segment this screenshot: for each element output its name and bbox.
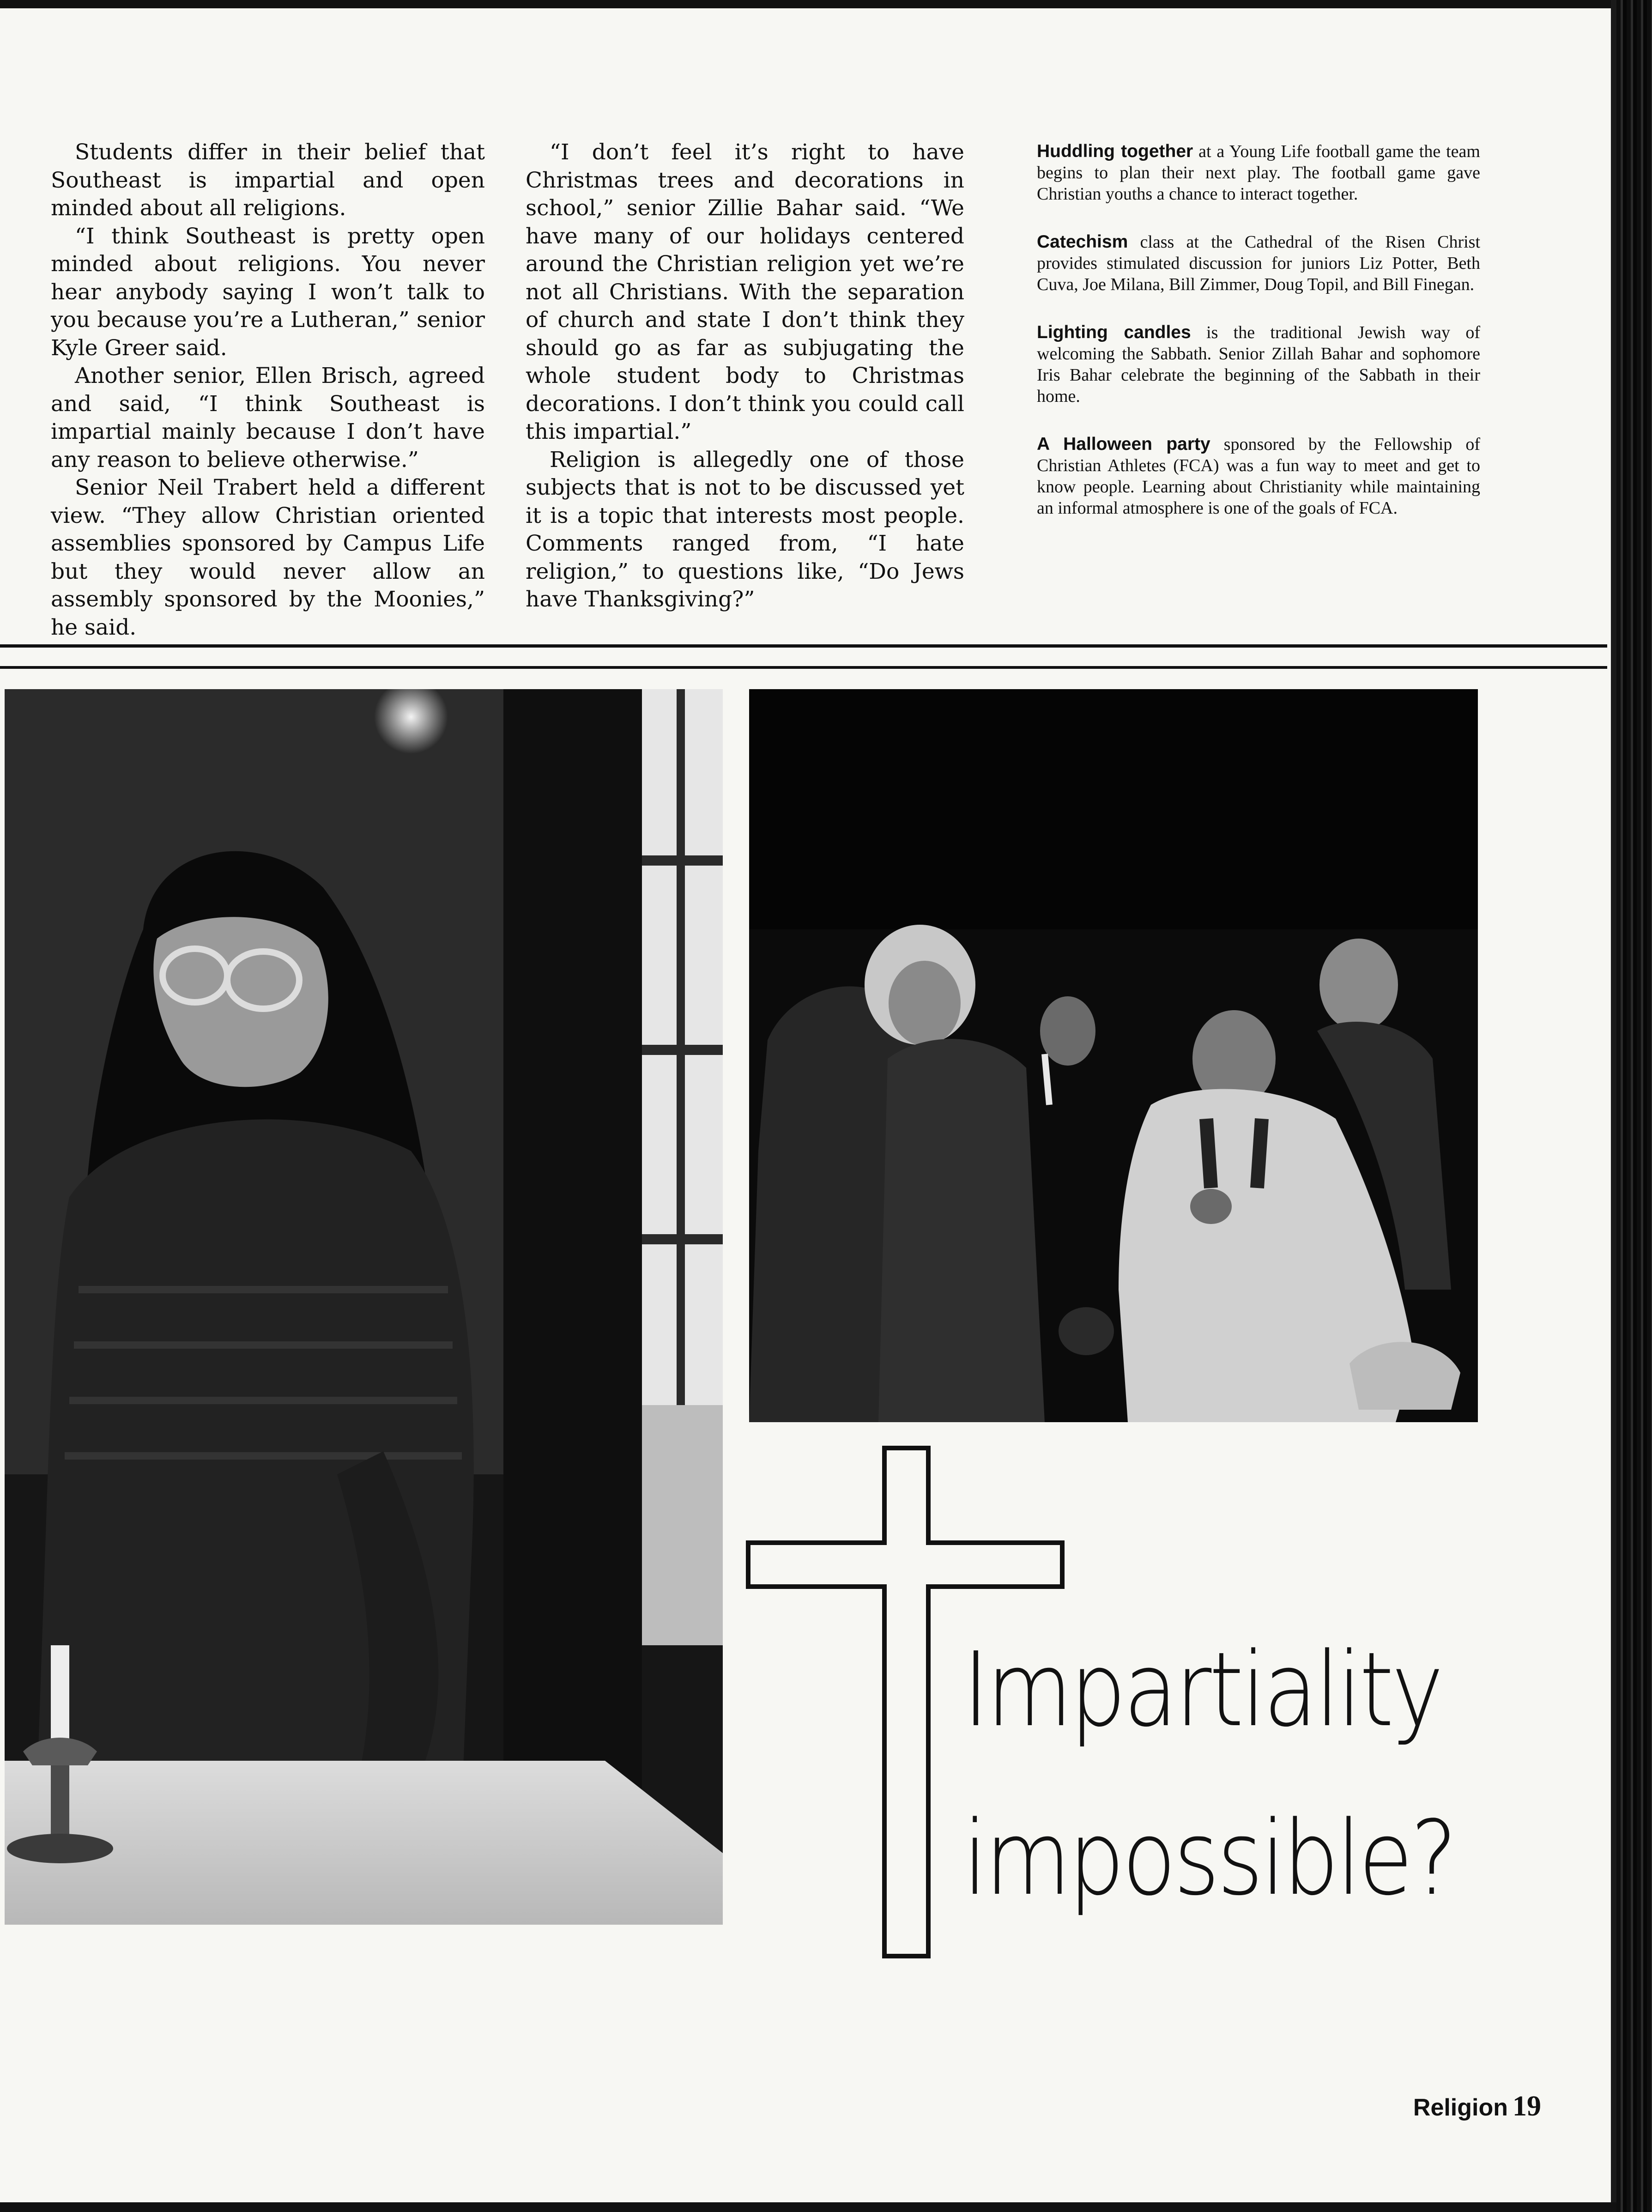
caption-huddling — [1037, 141, 1480, 205]
page-folio — [1413, 2090, 1541, 2123]
caption-catechism — [1037, 231, 1480, 295]
paragraph: “I think Southeast is pretty open minded about religions. You never hear anybody saying I won’t talk to you because you’re a Lutheran,” senior Kyle Greer said. — [51, 223, 485, 361]
divider-rule — [0, 644, 1607, 648]
divider-rule — [0, 666, 1607, 669]
paragraph: “I don’t feel it’s right to have Christmas trees and decorations in school,” senior Zillie Bahar said. “We have many of our holidays centered around the Christian religion yet we’re not all Christians. With the separation of church and state I don’t think they should go as far as subjugating the whole student body to Christmas decorations. I don’t think you could call this impartial.” — [526, 139, 964, 444]
paragraph: Another senior, Ellen Brisch, agreed and said, “I think Southeast is impartial mainly because I don’t have any reason to believe otherwise.” — [51, 363, 485, 473]
caption-text: at a Young Life football game the team begins to plan their next play. The football game gave Christian youths a chance to interact together. — [1037, 142, 1480, 204]
paragraph: Senior Neil Trabert held a different view. “They allow Christian oriented assemblies sponsored by Campus Life but they would never allow an assembly sponsored by the Moonies,” he said. — [51, 475, 485, 640]
binding-edge — [1616, 0, 1652, 2212]
paragraph: Religion is allegedly one of those subjects that is not to be discussed yet it is a topic that interests most people. Comments ranged from, “I hate religion,” to questions like, “Do Jews have Thanksgiving?” — [526, 447, 964, 612]
photo-lighting-candles — [5, 689, 723, 1925]
folio-section: Religion — [1413, 2094, 1508, 2121]
caption-lead: Lighting candles — [1037, 322, 1191, 342]
binding-edge-inner — [1611, 0, 1616, 2212]
photo-halloween-party — [749, 689, 1478, 1422]
headline-line-2: impossible? — [963, 1799, 1455, 1918]
article-column-1 — [51, 139, 485, 642]
paragraph: Students differ in their belief that Southeast is impartial and open minded about all religions. — [51, 139, 485, 221]
caption-text: is the traditional Jewish way of welcoming the Sabbath. Senior Zillah Bahar and sophomore Iris Bahar celebrate the beginning of the Sabbath in their home. — [1037, 323, 1480, 406]
caption-lead: Catechism — [1037, 232, 1128, 252]
caption-text: sponsored by the Fellowship of Christian Athletes (FCA) was a fun way to meet and get to know people. Learning about Christianity while maintaining an informal atmosphere is one of the goals of FCA. — [1037, 435, 1480, 518]
headline-line-1: Impartiality — [963, 1630, 1441, 1750]
page-number: 19 — [1513, 2091, 1541, 2122]
scan-edge-top — [0, 0, 1652, 8]
caption-text: class at the Cathedral of the Risen Christ provides stimulated discussion for juniors Liz Potter, Beth Cuva, Joe Milana, Bill Zimmer, Doug Topil, and Bill Finegan. — [1037, 232, 1480, 294]
photo-captions — [1037, 141, 1480, 545]
caption-candles — [1037, 322, 1480, 407]
caption-lead: A Halloween party — [1037, 434, 1210, 454]
article-column-2 — [526, 139, 964, 614]
caption-halloween — [1037, 434, 1480, 519]
caption-lead: Huddling together — [1037, 141, 1193, 161]
photo-halloween-party-image — [749, 689, 1478, 1422]
photo-lighting-candles-image — [5, 689, 723, 1925]
scan-edge-bottom — [0, 2202, 1616, 2212]
